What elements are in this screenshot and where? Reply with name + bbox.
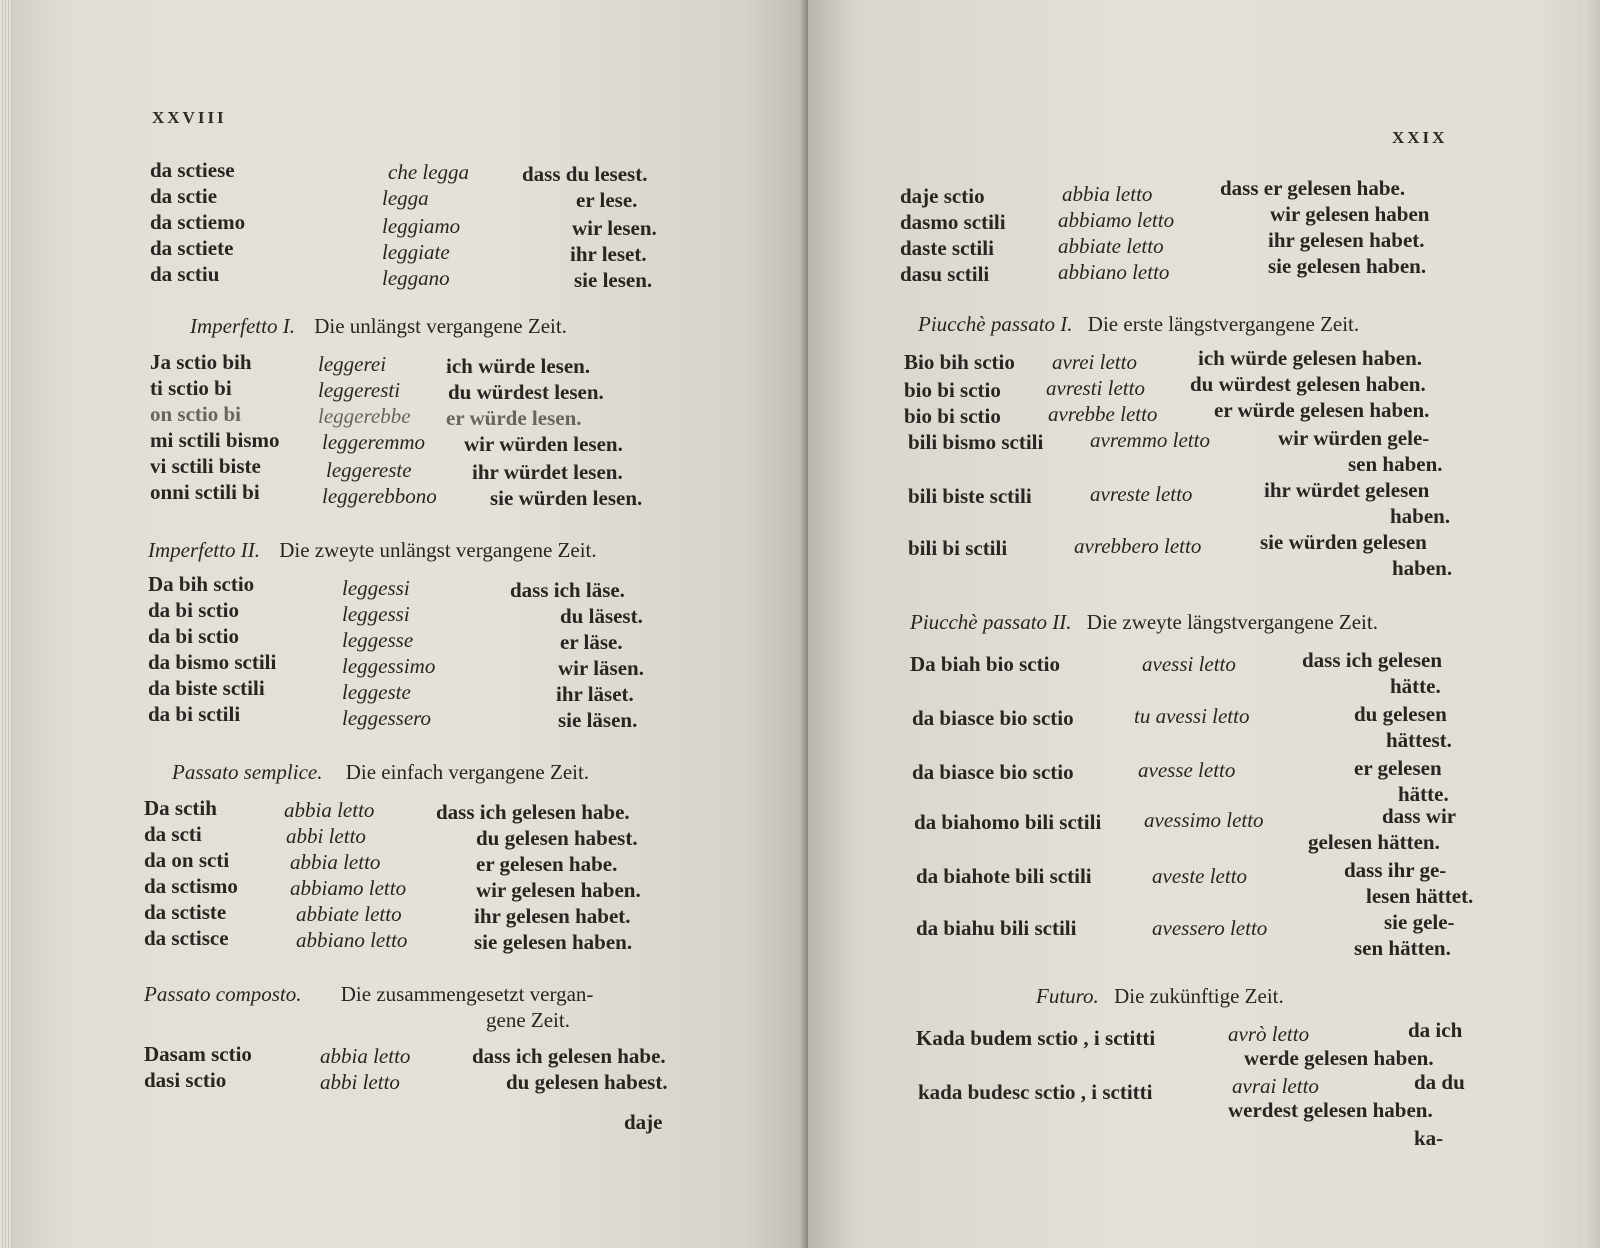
ll-b4-0-c: dass ich gelesen habe.	[436, 800, 630, 824]
rl-b3-3-c1: dass wir	[1382, 804, 1457, 828]
ll-b2-5-a: onni sctili bi	[150, 480, 260, 504]
ll-b2-1-c: du würdest lesen.	[448, 380, 604, 404]
rl-b3-2-c2: hätte.	[1398, 782, 1449, 806]
rl-b3-2-a: da biasce bio sctio	[912, 760, 1074, 784]
ll-b3-0-a: Da bih sctio	[148, 572, 255, 596]
ll-b2-5-b: leggerebbono	[322, 484, 437, 508]
ll-b3-4-c: ihr läset.	[556, 682, 634, 706]
ll-b1-2-b: leggiamo	[382, 214, 461, 238]
ll-b4-5-b: abbiano letto	[296, 928, 408, 952]
ll-b2-0-c: ich würde lesen.	[446, 354, 591, 378]
rl-b3-3-a: da biahomo bili sctili	[914, 810, 1102, 834]
ll-b4-2-c: er gelesen habe.	[476, 852, 618, 876]
rl-b3-2-c1: er gelesen	[1354, 756, 1442, 780]
ll-b5-0-a: Dasam sctio	[144, 1042, 252, 1066]
ll-b5-1-c: du gelesen habest.	[506, 1070, 668, 1094]
heading-futuro-italian: Futuro.	[1036, 984, 1099, 1008]
page-number-right: XXIX	[1392, 128, 1448, 147]
rl-b1-2-a: daste sctili	[900, 236, 994, 260]
catchword-left: daje	[624, 1110, 663, 1134]
ll-b5-0-c: dass ich gelesen habe.	[472, 1044, 666, 1068]
ll-b2-2-b: leggerebbe	[318, 404, 411, 428]
rl-b4-1-c1: da du	[1414, 1070, 1465, 1094]
heading-piucche-2-italian: Piucchè passato II.	[910, 610, 1072, 634]
ll-b3-3-c: wir läsen.	[558, 656, 644, 680]
rl-b4-0-b: avrò letto	[1228, 1022, 1310, 1046]
ll-b4-3-c: wir gelesen haben.	[476, 878, 641, 902]
ll-b2-1-b: leggeresti	[318, 378, 401, 402]
rl-b3-2-b: avesse letto	[1138, 758, 1236, 782]
rl-b2-0-c: ich würde gelesen haben.	[1198, 346, 1423, 370]
heading-piucche-1-italian: Piucchè passato I.	[918, 312, 1073, 336]
rl-b1-1-c: wir gelesen haben	[1270, 202, 1430, 226]
rl-b1-1-b: abbiamo letto	[1058, 208, 1175, 232]
ll-b3-5-b: leggessero	[342, 706, 432, 730]
ll-b1-4-c: sie lesen.	[574, 268, 653, 292]
heading-futuro-german: Die zukünftige Zeit.	[1114, 984, 1284, 1008]
ll-b2-4-b: leggereste	[326, 458, 412, 482]
heading-passato-composto	[144, 982, 593, 1007]
rl-b2-4-c1: ihr würdet gelesen	[1264, 478, 1430, 502]
ll-b4-5-c: sie gelesen haben.	[474, 930, 633, 954]
heading-passato-semplice-italian: Passato semplice.	[172, 760, 323, 784]
heading-piucche-2-german: Die zweyte längstvergangene Zeit.	[1086, 610, 1378, 634]
ll-b3-5-c: sie läsen.	[558, 708, 638, 732]
rl-b2-1-c: du würdest gelesen haben.	[1190, 372, 1426, 396]
heading-passato-composto-german-2: gene Zeit.	[486, 1008, 570, 1032]
rl-b1-3-b: abbiano letto	[1058, 260, 1170, 284]
rl-b4-0-c1: da ich	[1408, 1018, 1463, 1042]
ll-b3-2-a: da bi sctio	[148, 624, 240, 648]
heading-piucche-2	[910, 610, 1378, 635]
heading-imperfetto-2-italian: Imperfetto II.	[148, 538, 260, 562]
ll-b2-0-b: leggerei	[318, 352, 387, 376]
rl-b2-1-b: avresti letto	[1046, 376, 1145, 400]
ll-b5-1-a: dasi sctio	[144, 1068, 227, 1092]
heading-imperfetto-1	[190, 314, 567, 339]
ll-b1-0-c: dass du lesest.	[522, 162, 648, 186]
rl-b1-0-c: dass er gelesen habe.	[1220, 176, 1406, 200]
ll-b4-2-a: da on scti	[144, 848, 230, 872]
ll-b3-0-c: dass ich läse.	[510, 578, 625, 602]
heading-passato-composto-german-1: Die zusammengesetzt vergan-	[340, 982, 594, 1006]
rl-b3-4-c2: lesen hättet.	[1366, 884, 1474, 908]
ll-b2-4-a: vi sctili biste	[150, 454, 261, 478]
heading-imperfetto-2	[148, 538, 597, 563]
ll-b2-3-a: mi sctili bismo	[150, 428, 280, 452]
left-page	[12, 0, 808, 1248]
ll-b3-4-a: da biste sctili	[148, 676, 265, 700]
rl-b2-2-c: er würde gelesen haben.	[1214, 398, 1430, 422]
ll-b4-1-b: abbi letto	[286, 824, 366, 848]
heading-imperfetto-1-german: Die unlängst vergangene Zeit.	[314, 314, 567, 338]
page-number-left: XXVIII	[152, 108, 227, 127]
ll-b3-0-b: leggessi	[342, 576, 410, 600]
ll-b3-2-c: er läse.	[560, 630, 623, 654]
heading-passato-semplice	[172, 760, 589, 785]
ll-b1-1-b: legga	[382, 186, 429, 210]
rl-b2-4-c2: haben.	[1390, 504, 1451, 528]
ll-b3-3-a: da bismo sctili	[148, 650, 277, 674]
rl-b1-1-a: dasmo sctili	[900, 210, 1006, 234]
rl-b3-0-c1: dass ich gelesen	[1302, 648, 1443, 672]
ll-b2-3-c: wir würden lesen.	[464, 432, 623, 456]
ll-b5-0-b: abbia letto	[320, 1044, 411, 1068]
ll-b4-1-a: da scti	[144, 822, 202, 846]
ll-b1-4-a: da sctiu	[150, 262, 220, 286]
rl-b1-0-a: daje sctio	[900, 184, 985, 208]
heading-piucche-1	[918, 312, 1359, 337]
rl-b2-4-a: bili biste sctili	[908, 484, 1032, 508]
rl-b2-1-a: bio bi sctio	[904, 378, 1001, 402]
ll-b4-5-a: da sctisce	[144, 926, 229, 950]
rl-b3-4-a: da biahote bili sctili	[916, 864, 1092, 888]
page-edges-right	[1582, 0, 1600, 1248]
rl-b2-0-b: avrei letto	[1052, 350, 1137, 374]
ll-b1-3-b: leggiate	[382, 240, 450, 264]
rl-b3-5-c2: sen hätten.	[1354, 936, 1451, 960]
rl-b3-1-c2: hättest.	[1386, 728, 1452, 752]
rl-b3-3-b: avessimo letto	[1144, 808, 1264, 832]
rl-b2-5-c2: haben.	[1392, 556, 1453, 580]
rl-b4-1-a: kada budesc sctio , i sctitti	[918, 1080, 1153, 1104]
ll-b2-5-c: sie würden lesen.	[490, 486, 643, 510]
rl-b2-3-c2: sen haben.	[1348, 452, 1443, 476]
rl-b1-3-c: sie gelesen haben.	[1268, 254, 1427, 278]
ll-b5-1-b: abbi letto	[320, 1070, 400, 1094]
rl-b3-1-a: da biasce bio sctio	[912, 706, 1074, 730]
rl-b3-1-c1: du gelesen	[1354, 702, 1447, 726]
ll-b4-1-c: du gelesen habest.	[476, 826, 638, 850]
ll-b1-3-c: ihr leset.	[570, 242, 647, 266]
ll-b2-2-a: on sctio bi	[150, 402, 242, 426]
ll-b4-0-a: Da sctih	[144, 796, 217, 820]
rl-b3-5-b: avessero letto	[1152, 916, 1268, 940]
heading-passato-semplice-german: Die einfach vergangene Zeit.	[345, 760, 590, 784]
ll-b3-3-b: leggessimo	[342, 654, 436, 678]
rl-b3-0-a: Da biah bio sctio	[910, 652, 1060, 676]
ll-b4-3-a: da sctismo	[144, 874, 238, 898]
heading-futuro	[1036, 984, 1284, 1009]
rl-b3-5-a: da biahu bili sctili	[916, 916, 1077, 940]
rl-b3-0-c2: hätte.	[1390, 674, 1441, 698]
rl-b1-3-a: dasu sctili	[900, 262, 990, 286]
heading-imperfetto-1-italian: Imperfetto I.	[190, 314, 295, 338]
right-page	[808, 0, 1600, 1248]
rl-b2-3-b: avremmo letto	[1090, 428, 1210, 452]
ll-b1-1-a: da sctie	[150, 184, 218, 208]
ll-b1-0-a: da sctiese	[150, 158, 235, 182]
ll-b2-2-c: er würde lesen.	[446, 406, 582, 430]
rl-b4-1-c2: werdest gelesen haben.	[1228, 1098, 1433, 1122]
ll-b2-1-a: ti sctio bi	[150, 376, 232, 400]
ll-b3-2-b: leggesse	[342, 628, 414, 652]
rl-b3-3-c2: gelesen hätten.	[1308, 830, 1440, 854]
rl-b3-4-b: aveste letto	[1152, 864, 1248, 888]
rl-b2-3-c1: wir würden gele-	[1278, 426, 1430, 450]
ll-b3-1-b: leggessi	[342, 602, 410, 626]
ll-b3-4-b: leggeste	[342, 680, 411, 704]
ll-b3-5-a: da bi sctili	[148, 702, 241, 726]
rl-b1-2-b: abbiate letto	[1058, 234, 1164, 258]
ll-b1-3-a: da sctiete	[150, 236, 234, 260]
ll-b2-4-c: ihr würdet lesen.	[472, 460, 623, 484]
rl-b3-4-c1: dass ihr ge-	[1344, 858, 1447, 882]
ll-b3-1-c: du läsest.	[560, 604, 643, 628]
ll-b1-0-b: che legga	[388, 160, 470, 184]
heading-passato-composto-italian: Passato composto.	[144, 982, 302, 1006]
rl-b2-5-b: avrebbero letto	[1074, 534, 1202, 558]
rl-b2-3-a: bili bismo sctili	[908, 430, 1044, 454]
rl-b3-1-b: tu avessi letto	[1134, 704, 1250, 728]
ll-b1-1-c: er lese.	[576, 188, 638, 212]
rl-b4-1-b: avrai letto	[1232, 1074, 1319, 1098]
ll-b1-2-a: da sctiemo	[150, 210, 246, 234]
rl-b3-0-b: avessi letto	[1142, 652, 1236, 676]
heading-piucche-1-german: Die erste längstvergangene Zeit.	[1087, 312, 1360, 336]
rl-b1-0-b: abbia letto	[1062, 182, 1153, 206]
rl-b2-5-a: bili bi sctili	[908, 536, 1008, 560]
ll-b2-0-a: Ja sctio bih	[150, 350, 252, 374]
ll-b3-1-a: da bi sctio	[148, 598, 240, 622]
rl-b4-0-a: Kada budem sctio , i sctitti	[916, 1026, 1156, 1050]
rl-b2-2-b: avrebbe letto	[1048, 402, 1158, 426]
rl-b2-4-b: avreste letto	[1090, 482, 1193, 506]
rl-b1-2-c: ihr gelesen habet.	[1268, 228, 1425, 252]
ll-b4-0-b: abbia letto	[284, 798, 375, 822]
ll-b2-3-b: leggeremmo	[322, 430, 426, 454]
rl-b2-2-a: bio bi sctio	[904, 404, 1001, 428]
rl-b3-5-c1: sie gele-	[1384, 910, 1455, 934]
rl-b2-0-a: Bio bih sctio	[904, 350, 1015, 374]
rl-b4-0-c2: werde gelesen haben.	[1244, 1046, 1434, 1070]
ll-b4-4-a: da sctiste	[144, 900, 227, 924]
catchword-right: ka-	[1414, 1126, 1444, 1150]
heading-imperfetto-2-german: Die zweyte unlängst vergangene Zeit.	[279, 538, 597, 562]
ll-b4-3-b: abbiamo letto	[290, 876, 407, 900]
ll-b4-4-b: abbiate letto	[296, 902, 402, 926]
ll-b1-2-c: wir lesen.	[572, 216, 657, 240]
ll-b1-4-b: leggano	[382, 266, 450, 290]
ll-b4-2-b: abbia letto	[290, 850, 381, 874]
ll-b4-4-c: ihr gelesen habet.	[474, 904, 631, 928]
rl-b2-5-c1: sie würden gelesen	[1260, 530, 1427, 554]
